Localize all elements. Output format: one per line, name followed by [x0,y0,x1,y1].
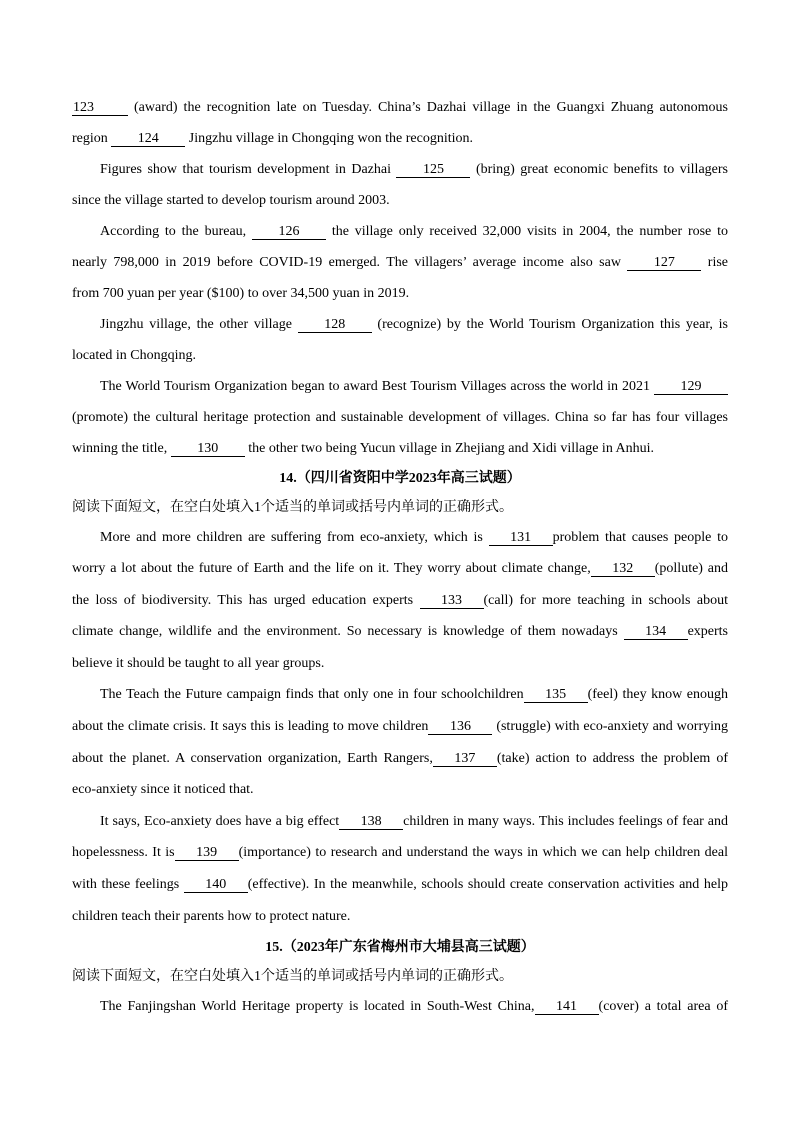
answer-blank: 128 [298,318,372,333]
answer-blank: 138 [339,815,403,830]
answer-blank: 127 [627,256,701,271]
line-text: children teach their parents how to protect nature. [72,908,351,924]
question-14-passage [72,522,728,933]
line-text: winning the title, [72,440,171,456]
question-15-instruction: 阅读下面短文，在空白处填入1个适当的单词或括号内单词的正确形式。 [72,969,513,985]
answer-blank: 135 [524,688,588,703]
paragraph [72,92,728,154]
line-text: It says, Eco-anxiety does have a big effect [100,813,340,829]
text-line [72,216,728,247]
paragraph [72,154,728,216]
line-text: (effective). In the meanwhile, schools should create conservation activities and help [247,877,728,893]
line-text: about the planet. A conservation organization, Earth Rangers, [72,750,433,766]
line-text: According to the bureau, [100,223,252,239]
answer-blank: 136 [428,720,492,735]
answer-blank: 123 [72,101,128,116]
passage-13-continued [72,92,728,464]
line-text: (cover) a total area of [598,999,728,1015]
line-text: since the village started to develop tourism around 2003. [72,192,390,208]
paragraph [72,991,728,1023]
paragraph [72,309,728,371]
answer-blank: 141 [535,1000,599,1015]
line-text: the loss of biodiversity. This has urged education experts [72,592,420,608]
line-text: Jingzhu village in Chongqing won the recognition. [185,130,474,146]
paragraph [72,522,728,680]
line-text: nearly 798,000 in 2019 before COVID-19 emerged. The villagers’ average income also saw [72,254,628,270]
line-text: region [72,130,112,146]
line-text: located in Chongqing. [72,347,197,363]
line-text: More and more children are suffering from eco-anxiety, which is [100,529,489,545]
line-text: about the climate crisis. It says this is leading to move children [72,719,429,735]
line-text: worry a lot about the future of Earth and the life on it. They worry about climate change, [72,561,591,577]
text-line [72,522,728,554]
answer-blank: 130 [171,442,245,457]
answer-blank: 129 [654,380,728,395]
line-text: (take) action to address the problem of [496,750,728,766]
line-text: (struggle) with eco-anxiety and worrying [492,719,728,735]
answer-blank: 125 [396,163,470,178]
line-text: (promote) the cultural heritage protection and sustainable development of villages. China so far has four villages [72,409,728,425]
question-14-instruction: 阅读下面短文，在空白处填入1个适当的单词或括号内单词的正确形式。 [72,499,513,515]
line-text: the other two being Yucun village in Zhejiang and Xidi village in Anhui. [244,440,655,456]
answer-blank: 140 [184,878,248,893]
question-14-heading: 14.（四川省资阳中学2023年高三试题） [279,470,521,486]
paragraph [72,216,728,309]
question-15-passage [72,991,728,1023]
line-text: The Teach the Future campaign finds that only one in four schoolchildren [100,687,524,703]
text-line [72,743,728,775]
line-text: (importance) to research and understand the ways in which we can help children deal [238,845,728,861]
text-line [72,991,728,1023]
line-text: rise [701,254,728,270]
text-line [72,247,728,278]
line-text: with these feelings [72,877,184,893]
line-text: problem that causes people to [552,529,728,545]
line-text: the village only received 32,000 visits in 2004, the number rose to [326,223,728,239]
text-line [72,711,728,743]
line-text: children in many ways. This includes feelings of fear and [403,813,728,829]
text-line [72,185,728,216]
line-text: hopelessness. It is [72,845,175,861]
text-line [72,869,728,901]
answer-blank: 124 [111,132,185,147]
text-line [72,371,728,402]
text-line [72,901,728,933]
line-text: eco-anxiety since it noticed that. [72,782,254,798]
answer-blank: 132 [591,562,655,577]
paragraph [72,679,728,805]
text-line [72,648,728,680]
line-text: The World Tourism Organization began to award Best Tourism Villages across the world in 2021 [100,378,654,394]
line-text: (award) the recognition late on Tuesday. China’s Dazhai village in the Guangxi Zhuang autonomous [128,99,728,115]
line-text: climate change, wildlife and the environment. So necessary is knowledge of them nowadays [72,624,624,640]
text-line [72,433,728,464]
line-text: Jingzhu village, the other village [100,316,298,332]
answer-blank: 139 [175,846,239,861]
line-text: Figures show that tourism development in Dazhai [100,161,397,177]
line-text: (call) for more teaching in schools about [483,592,728,608]
answer-blank: 131 [489,531,553,546]
text-line [72,806,728,838]
line-text: (bring) great economic benefits to villagers [470,161,728,177]
line-text: (pollute) and [654,561,728,577]
line-text: The Fanjingshan World Heritage property is located in South-West China, [100,999,535,1015]
text-line [72,837,728,869]
line-text: (feel) they know enough [587,687,728,703]
question-15-heading: 15.（2023年广东省梅州市大埔县高三试题） [265,940,535,956]
text-line [72,585,728,617]
text-line [72,278,728,309]
text-line [72,92,728,123]
text-line [72,774,728,806]
text-line [72,553,728,585]
line-text: (recognize) by the World Tourism Organization this year, is [371,316,728,332]
text-line [72,679,728,711]
answer-blank: 137 [433,752,497,767]
line-text: from 700 yuan per year ($100) to over 34,500 yuan in 2019. [72,285,410,301]
text-line [72,340,728,371]
line-text: believe it should be taught to all year groups. [72,655,325,671]
text-line [72,154,728,185]
text-line [72,402,728,433]
text-line [72,123,728,154]
answer-blank: 134 [624,625,688,640]
text-line [72,616,728,648]
line-text: experts [687,624,728,640]
answer-blank: 126 [252,225,326,240]
text-line [72,309,728,340]
paragraph [72,371,728,464]
paragraph [72,806,728,932]
answer-blank: 133 [420,594,484,609]
